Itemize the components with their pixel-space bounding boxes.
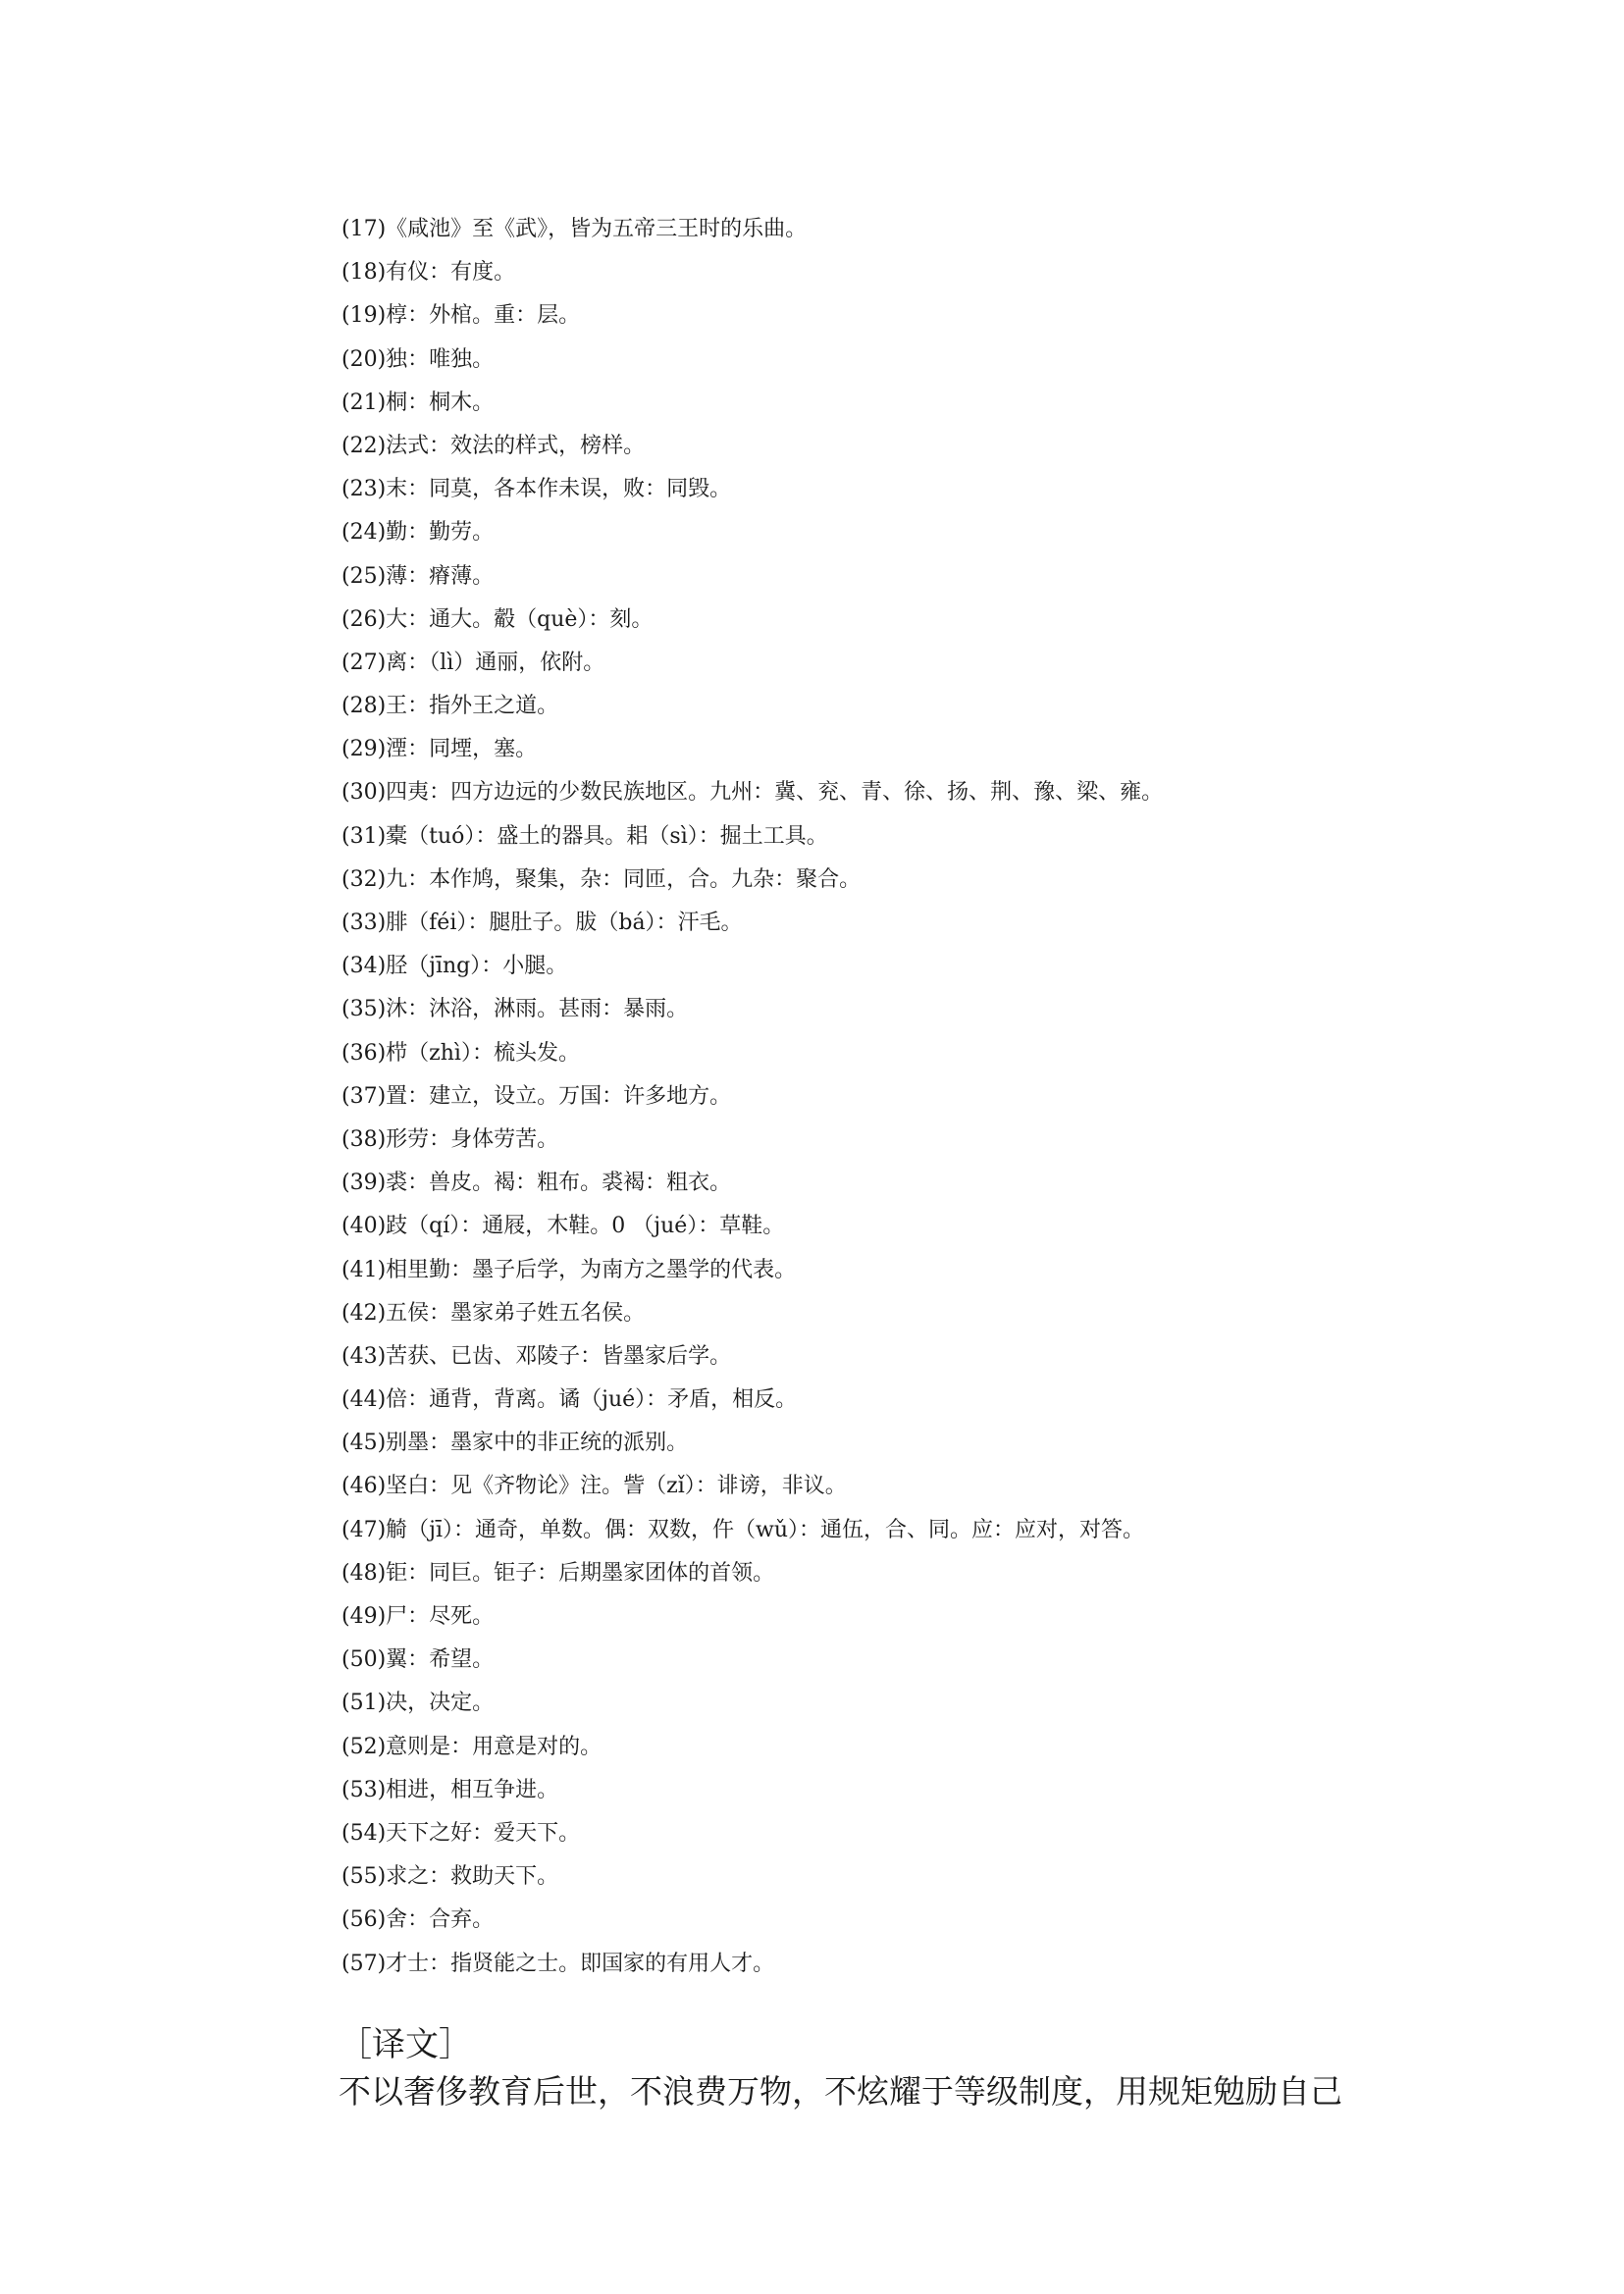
annotation-item: (35)沐：沐浴，淋雨。甚雨：暴雨。 [341,997,689,1022]
annotation-item: (38)形劳：身体劳苦。 [341,1126,559,1152]
annotation-item: (54)天下之好：爱天下。 [341,1820,581,1846]
annotation-item: (30)四夷：四方边远的少数民族地区。九州：冀、兖、青、徐、扬、荆、豫、梁、雍。 [341,780,1164,806]
annotation-item: (26)大：通大。觳（què）：刻。 [341,606,654,632]
annotation-item: (44)倍：通背，背离。谲（jué）：矛盾，相反。 [341,1387,798,1413]
annotation-item: (33)腓（féi）：腿肚子。胈（bá）：汗毛。 [341,911,743,935]
annotation-item: (41)相里勤：墨子后学，为南方之墨学的代表。 [341,1257,797,1282]
annotation-item: (25)薄：瘠薄。 [341,563,495,589]
annotation-item: (47)觭（jī）：通奇，单数。偶：双数，仵（wǔ）：通伍，合、同。应：应对，对答。 [341,1517,1145,1542]
translation-heading: ［译文］ [339,2025,472,2064]
annotation-item: (50)翼：希望。 [341,1647,495,1673]
annotation-item: (22)法式：效法的样式，榜样。 [341,433,646,458]
annotation-item: (32)九：本作鸠，聚集，杂：同匝，合。九杂：聚合。 [341,866,862,892]
annotation-item: (46)坚白：见《齐物论》注。訾（zǐ）：诽谤，非议。 [341,1474,847,1499]
annotation-item: (53)相进，相互争进。 [341,1777,559,1802]
annotation-item: (43)苦获、已齿、邓陵子：皆墨家后学。 [341,1343,732,1369]
annotation-item: (45)别墨：墨家中的非正统的派别。 [341,1431,689,1456]
annotation-item: (55)求之：救助天下。 [341,1864,559,1890]
annotation-item: (42)五侯：墨家弟子姓五名侯。 [341,1300,646,1326]
annotation-item: (21)桐：桐木。 [341,390,495,415]
annotation-item: (20)独：唯独。 [341,346,495,372]
annotation-item: (34)胫（jīng）：小腿。 [341,954,568,979]
annotation-item: (24)勤：勤劳。 [341,520,495,546]
translation-text: 不以奢侈教育后世，不浪费万物，不炫耀于等级制度，用规矩勉励自己 [339,2072,1342,2111]
annotation-item: (31)橐（tuó）：盛土的器具。耜（sì）：掘土工具。 [341,823,828,849]
annotation-item: (39)裘：兽皮。褐：粗布。裘褐：粗衣。 [341,1171,732,1196]
annotation-item: (37)置：建立，设立。万国：许多地方。 [341,1083,732,1109]
annotation-item: (49)尸：尽死。 [341,1604,495,1629]
annotation-item: (36)栉（zhì）：梳头发。 [341,1040,580,1066]
annotation-item: (27)离：（lì）通丽，依附。 [341,650,605,675]
annotation-item: (56)舍：合弃。 [341,1907,495,1933]
annotation-item: (48)钜：同巨。钜子：后期墨家团体的首领。 [341,1560,775,1586]
annotation-item: (28)王：指外王之道。 [341,694,559,719]
annotation-item: (19)椁：外棺。重：层。 [341,303,581,329]
annotation-item: (29)湮：同堙，塞。 [341,737,538,762]
annotation-list [341,208,1323,1986]
annotation-item: (18)有仪：有度。 [341,260,516,286]
annotation-item: (17)《咸池》至《武》，皆为五帝三王时的乐曲。 [341,217,808,241]
annotation-item: (40)跂（qí）：通屐，木鞋。0 （jué）：草鞋。 [341,1214,785,1239]
annotation-item: (52)意则是：用意是对的。 [341,1734,602,1759]
annotation-item: (23)末：同莫，各本作未误，败：同毁。 [341,477,732,502]
annotation-item: (51)决，决定。 [341,1691,495,1716]
annotation-item: (57)才士：指贤能之士。即国家的有用人才。 [341,1951,775,1976]
